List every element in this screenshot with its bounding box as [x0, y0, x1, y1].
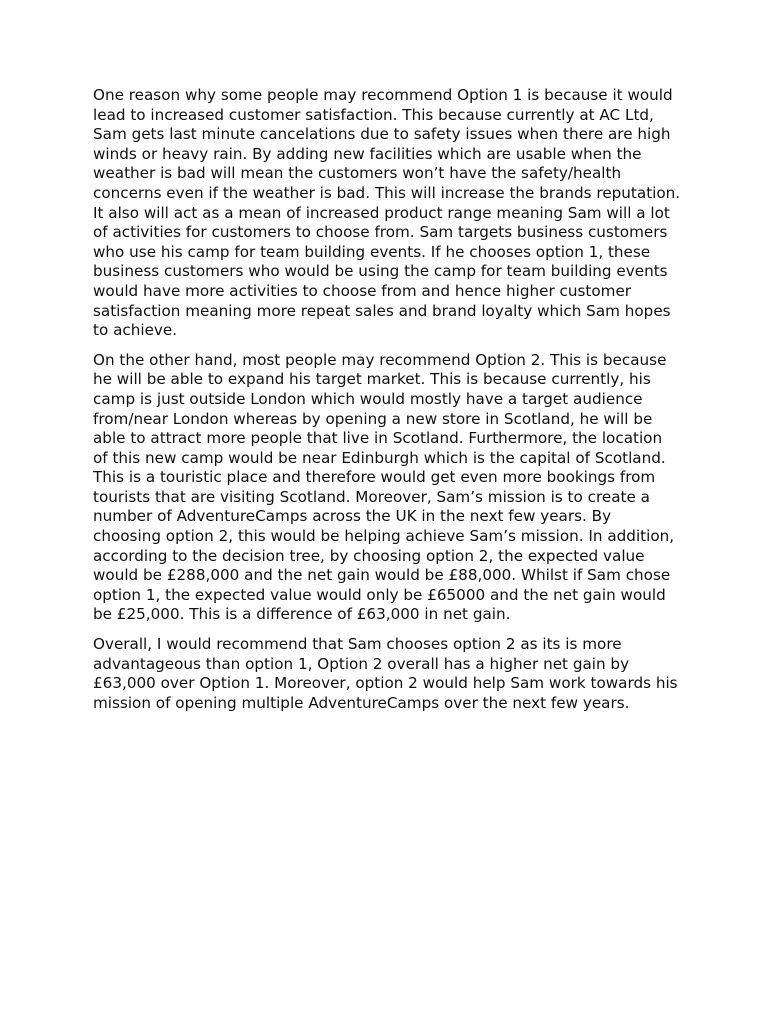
- paragraph-option-2: On the other hand, most people may recommend Option 2. This is because he will be able to expand his target market. This is because currently, his camp is just outside London which would mostly have a target audience from/near London whereas by opening a new store in Scotland, he will be able to attract more people that live in Scotland. Furthermore, the location of this new camp would be near Edinburgh which is the capital of Scotland. This is a touristic place and therefore would get even more bookings from tourists that are visiting Scotland. Moreover, Sam’s mission is to create a number of AdventureCamps across the UK in the next few years. By choosing option 2, this would be helping achieve Sam’s mission. In addition, according to the decision tree, by choosing option 2, the expected value would be £288,000 and the net gain would be £88,000. Whilst if Sam chose option 1, the expected value would only be £65000 and the net gain would be £25,000. This is a difference of £63,000 in net gain.: [93, 350, 675, 624]
- paragraph-conclusion: Overall, I would recommend that Sam chooses option 2 as its is more advantageous than option 1, Option 2 overall has a higher net gain by £63,000 over Option 1. Moreover, option 2 would help Sam work towards his mission of opening multiple AdventureCamps over the next few years.: [93, 635, 678, 712]
- paragraph-option-1: One reason why some people may recommend Option 1 is because it would lead to increased customer satisfaction. This because currently at AC Ltd, Sam gets last minute cancelations due to safety issues when there are high winds or heavy rain. By adding new facilities which are usable when the weather is bad will mean the customers won’t have the safety/health concerns even if the weather is bad. This will increase the brands reputation. It also will act as a mean of increased product range meaning Sam will a lot of activities for customers to choose from. Sam targets business customers who use his camp for team building events. If he chooses option 1, these business customers who would be using the camp for team building events would have more activities to choose from and hence higher customer satisfaction meaning more repeat sales and brand loyalty which Sam hopes to achieve.: [93, 86, 681, 340]
- document-page: [93, 86, 681, 723]
